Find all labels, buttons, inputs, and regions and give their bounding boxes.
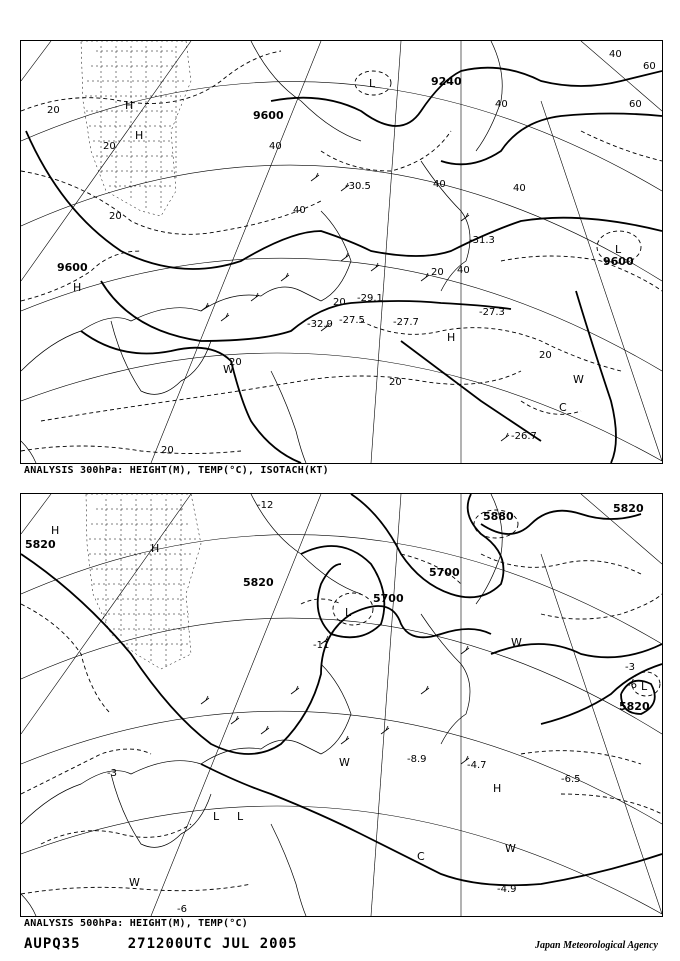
isotach-label: 20 — [229, 357, 242, 368]
cold-marker: C — [417, 850, 425, 863]
height-label: 9600 — [253, 109, 284, 122]
valid-time: 271200UTC JUL 2005 — [127, 936, 298, 952]
isotach-label: 20 — [539, 350, 552, 361]
isotach-label: 40 — [495, 99, 508, 110]
caption-500hpa: ANALYSIS 500hPa: HEIGHT(M), TEMP(°C) — [24, 918, 248, 929]
isotach-label: 60 — [629, 99, 642, 110]
map-500hpa — [20, 493, 663, 917]
isotach-label: 20 — [161, 445, 174, 456]
low-marker: L — [237, 810, 244, 823]
isotach-label: 60 — [643, 61, 656, 72]
height-contours — [21, 494, 662, 885]
isotach-label: 40 — [433, 179, 446, 190]
high-marker: H — [151, 542, 160, 555]
cold-marker: C — [559, 401, 567, 414]
high-marker: H — [135, 129, 144, 142]
height-label: 5700 — [373, 592, 404, 605]
wind-barbs — [201, 636, 469, 764]
warm-marker: W — [505, 842, 516, 855]
temp-label: -8.9 — [407, 754, 427, 765]
isotach-contours — [21, 51, 662, 454]
coastlines — [21, 494, 502, 916]
agency-credit: Japan Meteorological Agency — [535, 940, 658, 951]
product-spacer — [90, 936, 118, 952]
low-marker: L — [213, 810, 220, 823]
temp-label: -30.5 — [345, 181, 371, 192]
temp-label: -27.5 — [339, 315, 365, 326]
product-id — [24, 936, 297, 952]
high-marker: H — [73, 281, 82, 294]
isotach-label: 40 — [457, 265, 470, 276]
warm-marker: W — [511, 636, 522, 649]
map-300hpa-canvas — [21, 41, 662, 463]
isotach-label: 40 — [609, 49, 622, 60]
temp-label: -3 — [625, 662, 635, 673]
isotach-label: 40 — [293, 205, 306, 216]
map-500hpa-canvas — [21, 494, 662, 916]
isotach-label: 20 — [333, 297, 346, 308]
isotach-label: 20 — [431, 267, 444, 278]
low-marker: L — [345, 606, 352, 619]
low-marker: L — [615, 243, 622, 256]
warm-marker: W — [129, 876, 140, 889]
temp-label: -31.3 — [469, 235, 495, 246]
height-label: 9600 — [603, 255, 634, 268]
low-marker: L — [641, 680, 648, 693]
low-marker: L — [369, 77, 376, 90]
temp-label: -29.1 — [357, 293, 383, 304]
graticule — [21, 41, 662, 463]
temp-label: -6.5 — [561, 774, 581, 785]
height-label: 5820 — [619, 700, 650, 713]
isotach-label: 40 — [269, 141, 282, 152]
high-marker: H — [51, 524, 60, 537]
high-marker: H — [447, 331, 456, 344]
height-label: 9240 — [431, 75, 462, 88]
temp-label: -6 — [627, 680, 637, 691]
product-code: AUPQ35 — [24, 936, 81, 952]
isotach-label: 20 — [103, 141, 116, 152]
temperature-contours — [21, 510, 662, 894]
temp-label: -27.3 — [479, 307, 505, 318]
height-label: 5700 — [429, 566, 460, 579]
temp-label: -26.7 — [511, 431, 537, 442]
warm-marker: W — [573, 373, 584, 386]
isotach-label: 20 — [47, 105, 60, 116]
height-label: 5880 — [483, 510, 514, 523]
terrain-mask — [86, 494, 201, 669]
height-label: 9600 — [57, 261, 88, 274]
isotach-label: 20 — [109, 211, 122, 222]
temp-label: -6 — [177, 904, 187, 915]
graticule — [21, 494, 662, 916]
warm-marker: W — [223, 363, 234, 376]
temp-label: -27.7 — [393, 317, 419, 328]
height-label: 5820 — [613, 502, 644, 515]
isotach-label: 20 — [389, 377, 402, 388]
temp-label: -11 — [313, 640, 330, 651]
isotach-label: 40 — [513, 183, 526, 194]
temp-label: -12 — [257, 500, 274, 511]
temp-label: -4.7 — [467, 760, 487, 771]
map-300hpa — [20, 40, 663, 464]
high-marker: H — [493, 782, 502, 795]
caption-300hpa: ANALYSIS 300hPa: HEIGHT(M), TEMP(°C), ISOTACH(KT) — [24, 465, 329, 476]
coastlines — [21, 41, 502, 463]
height-label: 5820 — [243, 576, 274, 589]
temp-label: -32.9 — [307, 319, 333, 330]
warm-marker: W — [339, 756, 350, 769]
high-marker: H — [125, 99, 134, 112]
height-label: 5820 — [25, 538, 56, 551]
temp-label: -4.9 — [497, 884, 517, 895]
temp-label: -3 — [107, 768, 117, 779]
